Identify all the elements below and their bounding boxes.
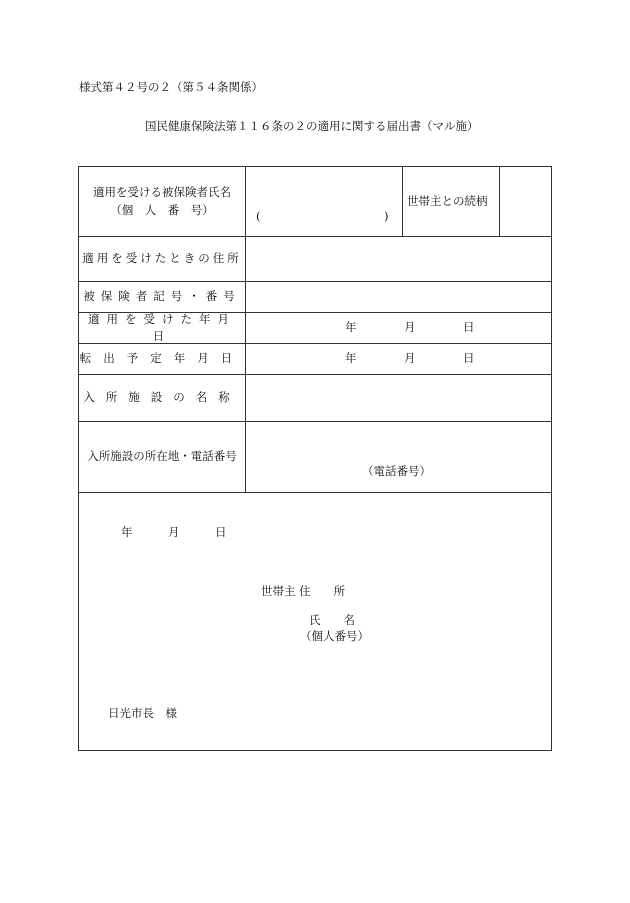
relationship-input[interactable] (501, 169, 549, 235)
address-label: 適用を受けたときの住所 (82, 251, 242, 266)
form-title: 国民健康保険法第１１６条の２の適用に関する届出書（マル施） (145, 119, 479, 133)
signature-day: 日 (215, 525, 227, 539)
moveout-date-label: 転出予定年月日 (79, 351, 245, 366)
applied-date-input[interactable] (247, 314, 549, 342)
phone-label: （電話番号） (362, 464, 431, 478)
householder-name-label: 氏 名 (309, 613, 355, 627)
householder-address-label: 世帯主 住 所 (261, 584, 346, 598)
applied-year: 年 (345, 320, 357, 334)
paren-close: ) (384, 209, 389, 223)
column-divider (402, 167, 403, 236)
signature-year: 年 (121, 525, 133, 539)
form-number: 様式第４２号の２（第５４条関係） (79, 80, 263, 94)
facility-address-input[interactable] (247, 423, 549, 491)
moveout-year: 年 (345, 351, 357, 365)
facility-name-input[interactable] (247, 376, 549, 420)
paren-open: ( (256, 209, 261, 223)
facility-address-label: 入所施設の所在地・電話番号 (87, 449, 237, 464)
row-divider (79, 492, 551, 493)
insured-number-label: 被保険者記号・番号 (83, 289, 241, 304)
applied-month: 月 (404, 320, 416, 334)
applied-day: 日 (463, 320, 475, 334)
applied-date-label: 適用を受けた年月日 (88, 311, 236, 343)
moveout-month: 月 (404, 351, 416, 365)
insured-number-input[interactable] (247, 283, 549, 311)
moveout-date-input[interactable] (247, 345, 549, 373)
relationship-label: 世帯主との続柄 (407, 194, 488, 208)
personal-number-label: （個人番号） (300, 629, 369, 643)
addressee: 日光市長 様 (108, 706, 177, 720)
insured-name-input[interactable] (247, 169, 401, 235)
signature-month: 月 (168, 525, 180, 539)
column-divider (499, 167, 500, 236)
column-divider (245, 167, 246, 492)
insured-name-label: 適用を受ける被保険者氏名 （個 人 番 号） (93, 185, 231, 217)
form-table (78, 166, 552, 751)
moveout-day: 日 (463, 351, 475, 365)
address-input[interactable] (247, 238, 549, 280)
facility-name-label: 入所施設の名称 (83, 390, 241, 405)
